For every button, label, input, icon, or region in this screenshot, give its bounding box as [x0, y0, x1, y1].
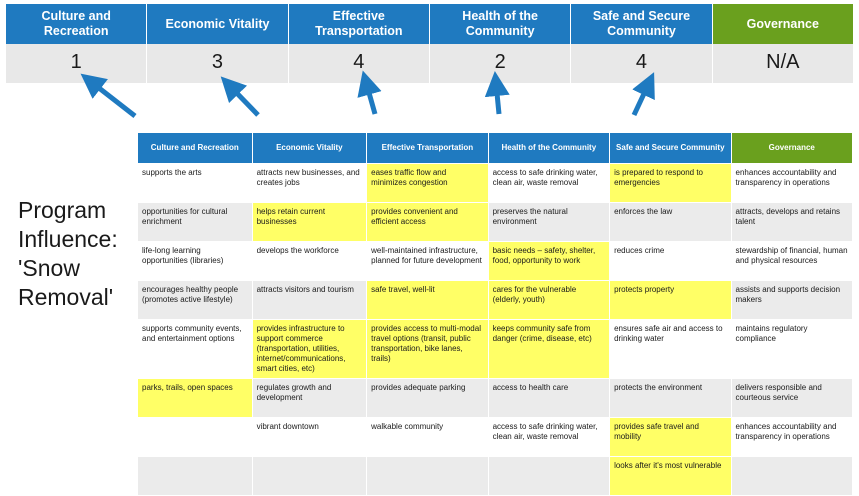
matrix-header-governance: Governance: [731, 133, 852, 164]
matrix-cell: access to safe drinking water, clean air, waste removal: [488, 418, 609, 457]
table-row: [138, 457, 853, 496]
matrix-cell: enhances accountability and transparency in operations: [731, 418, 852, 457]
matrix-cell: protects property: [610, 281, 731, 320]
matrix-cell: looks after it's most vulnerable: [610, 457, 731, 496]
matrix-cell: reduces crime: [610, 242, 731, 281]
matrix-cell: eases traffic flow and minimizes congestion: [367, 164, 488, 203]
matrix-cell: assists and supports decision makers: [731, 281, 852, 320]
matrix-cell: supports community events, and entertainment options: [138, 320, 253, 379]
table-row: [138, 379, 853, 418]
score-economic-vitality: 3: [147, 44, 288, 83]
matrix-header-economic-vitality: Economic Vitality: [252, 133, 367, 164]
matrix-cell: attracts, develops and retains talent: [731, 203, 852, 242]
matrix-cell: stewardship of financial, human and physical resources: [731, 242, 852, 281]
matrix-cell: [138, 418, 253, 457]
matrix-header-row: [138, 133, 853, 164]
matrix-cell: protects the environment: [610, 379, 731, 418]
matrix-cell: walkable community: [367, 418, 488, 457]
table-row: [138, 320, 853, 379]
matrix-cell: enhances accountability and transparency in operations: [731, 164, 852, 203]
influence-arrow-2: [229, 85, 258, 115]
matrix-cell: provides adequate parking: [367, 379, 488, 418]
matrix-cell: attracts visitors and tourism: [252, 281, 367, 320]
summary-header-economic-vitality: Economic Vitality: [147, 4, 288, 44]
matrix-cell: basic needs – safety, shelter, food, opportunity to work: [488, 242, 609, 281]
influence-arrow-1: [90, 81, 135, 116]
score-effective-transportation: 4: [289, 44, 430, 83]
score-health-of-the-community: 2: [430, 44, 571, 83]
score-safe-and-secure-community: 4: [571, 44, 712, 83]
matrix-cell: access to health care: [488, 379, 609, 418]
matrix-cell: ensures safe air and access to drinking water: [610, 320, 731, 379]
matrix-cell: [138, 457, 253, 496]
influence-arrow-5: [634, 83, 649, 115]
summary-header-governance: Governance: [713, 4, 853, 44]
summary-header-effective-transportation: Effective Transportation: [289, 4, 430, 44]
score-governance: N/A: [766, 51, 800, 73]
summary-header-row: [6, 4, 853, 44]
matrix-cell: [488, 457, 609, 496]
matrix-header-health-of-the-community: Health of the Community: [488, 133, 609, 164]
summary-header: [6, 4, 853, 83]
matrix-cell: provides infrastructure to support commerce (transportation, utilities, internet/communications, smart cities, etc): [252, 320, 367, 379]
table-row: [138, 164, 853, 203]
matrix-cell: keeps community safe from danger (crime, disease, etc): [488, 320, 609, 379]
summary-header-health-of-the-community: Health of the Community: [430, 4, 571, 44]
summary-header-safe-and-secure-community: Safe and Secure Community: [571, 4, 712, 44]
table-row: [138, 281, 853, 320]
summary-score-row: [6, 44, 853, 83]
matrix-cell: parks, trails, open spaces: [138, 379, 253, 418]
matrix-header-culture-and-recreation: Culture and Recreation: [138, 133, 253, 164]
influence-arrow-3: [366, 82, 375, 114]
matrix-cell: cares for the vulnerable (elderly, youth): [488, 281, 609, 320]
matrix-cell: vibrant downtown: [252, 418, 367, 457]
matrix-cell: life-long learning opportunities (libraries): [138, 242, 253, 281]
matrix-cell: provides convenient and efficient access: [367, 203, 488, 242]
matrix-cell: [367, 457, 488, 496]
matrix-cell: provides access to multi-modal travel options (transit, public transportation, bike lanes, trails): [367, 320, 488, 379]
score-culture-and-recreation: 1: [6, 44, 147, 83]
table-row: [138, 203, 853, 242]
matrix-cell: maintains regulatory compliance: [731, 320, 852, 379]
matrix-cell: regulates growth and development: [252, 379, 367, 418]
matrix-cell: provides safe travel and mobility: [610, 418, 731, 457]
matrix-cell: attracts new businesses, and creates jobs: [252, 164, 367, 203]
matrix-header-safe-and-secure-community: Safe and Secure Community: [610, 133, 731, 164]
matrix-cell: helps retain current businesses: [252, 203, 367, 242]
matrix-cell: is prepared to respond to emergencies: [610, 164, 731, 203]
matrix-cell: [731, 457, 852, 496]
matrix-cell: opportunities for cultural enrichment: [138, 203, 253, 242]
table-row: [138, 418, 853, 457]
matrix-cell: delivers responsible and courteous service: [731, 379, 852, 418]
program-influence-label: Program Influence: 'Snow Removal': [18, 197, 118, 310]
matrix-cell: safe travel, well-lit: [367, 281, 488, 320]
table-row: [138, 242, 853, 281]
summary-header-culture-and-recreation: Culture and Recreation: [6, 4, 147, 44]
matrix-header-effective-transportation: Effective Transportation: [367, 133, 488, 164]
matrix-cell: well-maintained infrastructure, planned for future development: [367, 242, 488, 281]
matrix-cell: supports the arts: [138, 164, 253, 203]
matrix-cell: develops the workforce: [252, 242, 367, 281]
influence-arrow-4: [496, 83, 499, 114]
matrix-cell: encourages healthy people (promotes active lifestyle): [138, 281, 253, 320]
matrix-cell: enforces the law: [610, 203, 731, 242]
influence-matrix: [137, 132, 853, 496]
matrix-cell: [252, 457, 367, 496]
matrix-cell: access to safe drinking water, clean air, waste removal: [488, 164, 609, 203]
matrix-cell: preserves the natural environment: [488, 203, 609, 242]
